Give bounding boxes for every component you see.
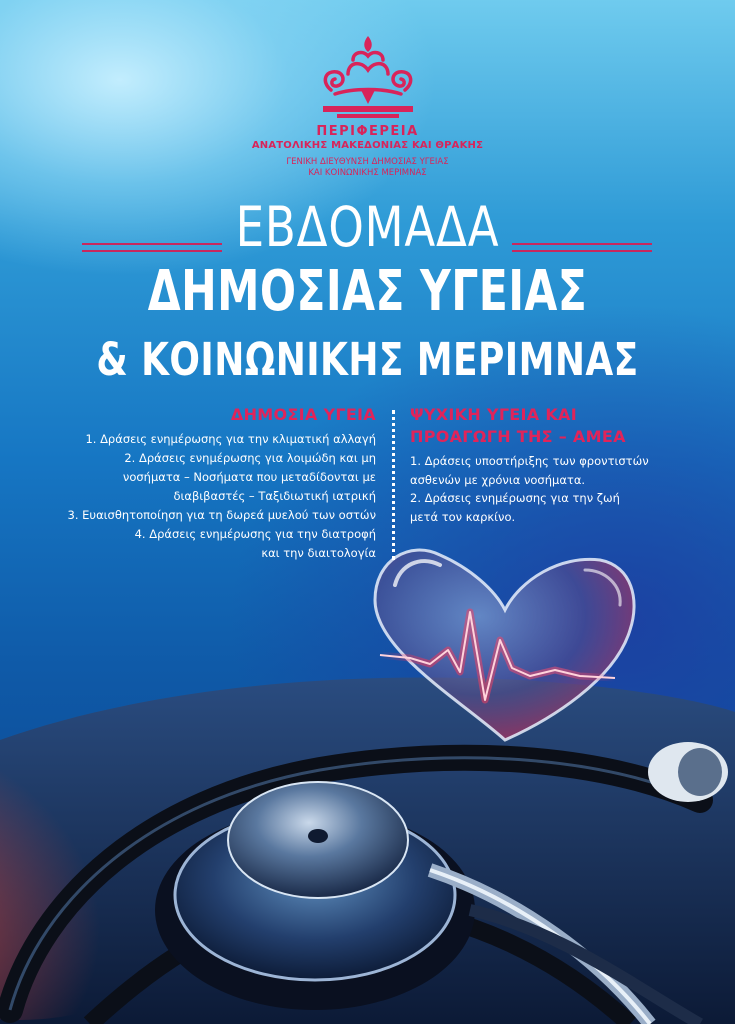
department-line-1: ΓΕΝΙΚΗ ΔΙΕΥΘΥΝΣΗ ΔΗΜΟΣΙΑΣ ΥΓΕΙΑΣ xyxy=(286,157,449,167)
public-health-line: διαβιβαστές – Ταξιδιωτική ιατρική xyxy=(173,489,376,503)
title-rule-left-top xyxy=(82,243,222,245)
mental-health-line: μετά τον καρκίνο. xyxy=(410,509,516,524)
mental-health-line: 2. Δράσεις ενημέρωσης για την ζωή xyxy=(410,491,620,505)
public-health-line: και την διαιτολογία xyxy=(261,546,376,560)
public-health-section xyxy=(50,405,376,563)
public-health-heading: ΔΗΜΟΣΙΑ ΥΓΕΙΑ xyxy=(230,405,376,424)
title-rule-right-top xyxy=(512,243,652,245)
organization-logo xyxy=(0,30,735,179)
department-line-2: ΚΑΙ ΚΟΙΝΩΝΙΚΗΣ ΜΕΡΙΜΝΑΣ xyxy=(308,168,427,178)
organization-region: ΑΝΑΤΟΛΙΚΗΣ ΜΑΚΕΔΟΝΙΑΣ ΚΑΙ ΘΡΑΚΗΣ xyxy=(251,140,484,151)
mental-health-heading-line-2: ΠΡΟΑΓΩΓΗ ΤΗΣ – ΑΜΕΑ xyxy=(410,427,626,446)
mental-health-line: ασθενών με χρόνια νοσήματα. xyxy=(410,472,586,487)
column-divider xyxy=(392,410,395,560)
title-line-2: ΔΗΜΟΣΙΑΣ ΥΓΕΙΑΣ xyxy=(147,259,588,324)
mental-health-heading-line-1: ΨΥΧΙΚΗ ΥΓΕΙΑ ΚΑΙ xyxy=(410,405,577,424)
public-health-line: 1. Δράσεις ενημέρωσης για την κλιματική αλλαγή xyxy=(85,432,376,446)
mental-health-section xyxy=(410,405,710,526)
organization-name: ΠΕΡΙΦΕΡΕΙΑ xyxy=(316,124,419,139)
title-rule-right-bottom xyxy=(512,250,652,252)
organization-department xyxy=(0,157,735,179)
public-health-line: 4. Δράσεις ενημέρωσης για την διατροφή xyxy=(134,527,376,541)
public-health-line: 3. Ευαισθητοποίηση για τη δωρεά μυελού των οστών xyxy=(67,508,376,522)
title-line-3: & ΚΟΙΝΩΝΙΚΗΣ ΜΕΡΙΜΝΑΣ xyxy=(96,333,639,386)
public-health-line: νοσήματα – Νοσήματα που μεταδίδονται με xyxy=(122,470,376,484)
title-rule-left-bottom xyxy=(82,250,222,252)
public-health-line: 2. Δράσεις ενημέρωσης για λοιμώδη και μη xyxy=(124,451,376,465)
mental-health-line: 1. Δράσεις υποστήριξης των φροντιστών xyxy=(410,454,649,468)
ionic-capital-icon xyxy=(313,30,423,122)
title-line-1: ΕΒΔΟΜΑΔΑ xyxy=(235,195,500,259)
